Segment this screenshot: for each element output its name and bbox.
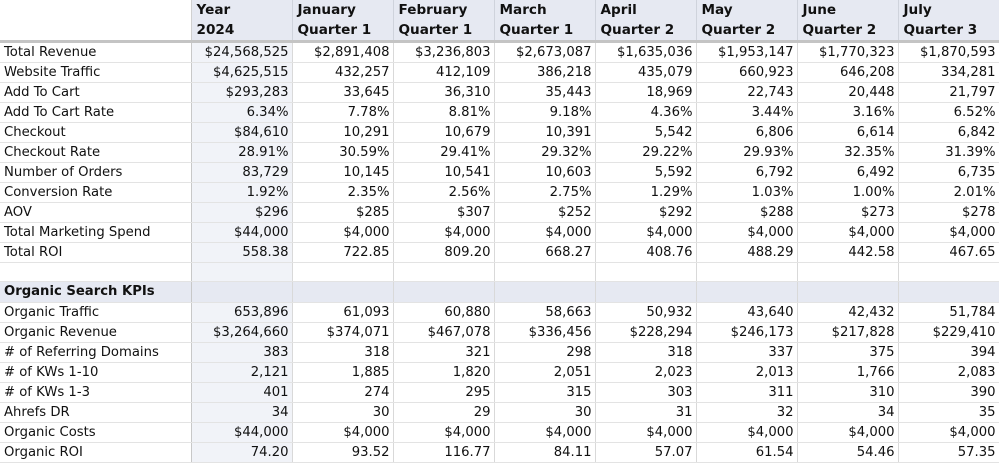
value-cell[interactable]: 10,291 bbox=[292, 123, 393, 143]
value-cell[interactable]: $228,294 bbox=[595, 323, 696, 343]
value-cell[interactable]: 558.38 bbox=[191, 243, 292, 263]
empty-cell[interactable] bbox=[797, 282, 898, 303]
value-cell[interactable]: 432,257 bbox=[292, 63, 393, 83]
value-cell[interactable]: 7.78% bbox=[292, 103, 393, 123]
value-cell[interactable]: 3.44% bbox=[696, 103, 797, 123]
value-cell[interactable]: $3,264,660 bbox=[191, 323, 292, 343]
value-cell[interactable]: 310 bbox=[797, 383, 898, 403]
value-cell[interactable]: 6,492 bbox=[797, 163, 898, 183]
header-cell[interactable]: March bbox=[494, 0, 595, 20]
value-cell[interactable]: 337 bbox=[696, 343, 797, 363]
section-title[interactable]: Organic Search KPIs bbox=[0, 282, 191, 303]
value-cell[interactable]: 28.91% bbox=[191, 143, 292, 163]
value-cell[interactable]: 467.65 bbox=[898, 243, 999, 263]
value-cell[interactable]: $296 bbox=[191, 203, 292, 223]
value-cell[interactable]: 2.75% bbox=[494, 183, 595, 203]
empty-cell[interactable] bbox=[797, 263, 898, 282]
value-cell[interactable]: 57.35 bbox=[898, 443, 999, 463]
value-cell[interactable]: 31 bbox=[595, 403, 696, 423]
row-label-cell[interactable]: Add To Cart Rate bbox=[0, 103, 191, 123]
row-label-cell[interactable]: Checkout Rate bbox=[0, 143, 191, 163]
empty-cell[interactable] bbox=[494, 263, 595, 282]
value-cell[interactable]: 386,218 bbox=[494, 63, 595, 83]
value-cell[interactable]: 6,842 bbox=[898, 123, 999, 143]
table-row bbox=[0, 243, 999, 263]
table-row bbox=[0, 103, 999, 123]
value-cell[interactable]: 74.20 bbox=[191, 443, 292, 463]
value-cell[interactable]: $4,000 bbox=[797, 223, 898, 243]
empty-cell[interactable] bbox=[696, 282, 797, 303]
header-cell[interactable]: July bbox=[898, 0, 999, 20]
value-cell[interactable]: 412,109 bbox=[393, 63, 494, 83]
value-cell[interactable]: $4,000 bbox=[393, 423, 494, 443]
empty-cell[interactable] bbox=[292, 282, 393, 303]
value-cell[interactable]: $285 bbox=[292, 203, 393, 223]
value-cell[interactable]: 29.41% bbox=[393, 143, 494, 163]
value-cell[interactable]: 84.11 bbox=[494, 443, 595, 463]
value-cell[interactable]: 2,121 bbox=[191, 363, 292, 383]
value-cell[interactable]: 6.34% bbox=[191, 103, 292, 123]
value-cell[interactable]: $217,828 bbox=[797, 323, 898, 343]
value-cell[interactable]: 318 bbox=[292, 343, 393, 363]
row-label-cell[interactable]: Total Revenue bbox=[0, 42, 191, 63]
header-cell[interactable]: January bbox=[292, 0, 393, 20]
value-cell[interactable]: 6,614 bbox=[797, 123, 898, 143]
value-cell[interactable]: 50,932 bbox=[595, 303, 696, 323]
value-cell[interactable]: $246,173 bbox=[696, 323, 797, 343]
value-cell[interactable]: 29 bbox=[393, 403, 494, 423]
header-cell[interactable] bbox=[0, 0, 191, 20]
value-cell[interactable]: 274 bbox=[292, 383, 393, 403]
value-cell[interactable]: 653,896 bbox=[191, 303, 292, 323]
table-row bbox=[0, 42, 999, 63]
value-cell[interactable]: 318 bbox=[595, 343, 696, 363]
value-cell[interactable]: 83,729 bbox=[191, 163, 292, 183]
value-cell[interactable]: $84,610 bbox=[191, 123, 292, 143]
value-cell[interactable]: $4,000 bbox=[898, 223, 999, 243]
value-cell[interactable]: 34 bbox=[797, 403, 898, 423]
empty-cell[interactable] bbox=[898, 282, 999, 303]
empty-cell[interactable] bbox=[191, 263, 292, 282]
value-cell[interactable]: 31.39% bbox=[898, 143, 999, 163]
table-row bbox=[0, 63, 999, 83]
empty-cell[interactable] bbox=[696, 263, 797, 282]
header-row-month bbox=[0, 0, 999, 20]
table-row bbox=[0, 363, 999, 383]
empty-cell[interactable] bbox=[393, 263, 494, 282]
value-cell[interactable]: 42,432 bbox=[797, 303, 898, 323]
value-cell[interactable]: 442.58 bbox=[797, 243, 898, 263]
row-label-cell[interactable]: Number of Orders bbox=[0, 163, 191, 183]
value-cell[interactable]: $4,000 bbox=[494, 223, 595, 243]
row-label-cell[interactable]: Ahrefs DR bbox=[0, 403, 191, 423]
empty-cell[interactable] bbox=[595, 263, 696, 282]
table-row bbox=[0, 323, 999, 343]
row-label-cell[interactable]: Website Traffic bbox=[0, 63, 191, 83]
value-cell[interactable]: 334,281 bbox=[898, 63, 999, 83]
value-cell[interactable]: 61,093 bbox=[292, 303, 393, 323]
value-cell[interactable]: 1,766 bbox=[797, 363, 898, 383]
value-cell[interactable]: 32 bbox=[696, 403, 797, 423]
value-cell[interactable]: $4,000 bbox=[595, 423, 696, 443]
value-cell[interactable]: 10,541 bbox=[393, 163, 494, 183]
value-cell[interactable]: $4,625,515 bbox=[191, 63, 292, 83]
value-cell[interactable]: 10,679 bbox=[393, 123, 494, 143]
value-cell[interactable]: 6,806 bbox=[696, 123, 797, 143]
table-row bbox=[0, 443, 999, 463]
value-cell[interactable]: $4,000 bbox=[595, 223, 696, 243]
row-label-cell[interactable]: # of KWs 1-10 bbox=[0, 363, 191, 383]
row-label-cell[interactable]: Organic Traffic bbox=[0, 303, 191, 323]
value-cell[interactable]: 20,448 bbox=[797, 83, 898, 103]
value-cell[interactable]: 30 bbox=[494, 403, 595, 423]
value-cell[interactable]: 311 bbox=[696, 383, 797, 403]
empty-cell[interactable] bbox=[191, 282, 292, 303]
value-cell[interactable]: 6,792 bbox=[696, 163, 797, 183]
header-cell[interactable]: Quarter 2 bbox=[797, 20, 898, 42]
header-cell[interactable]: 2024 bbox=[191, 20, 292, 42]
value-cell[interactable]: 315 bbox=[494, 383, 595, 403]
value-cell[interactable]: 375 bbox=[797, 343, 898, 363]
value-cell[interactable]: 383 bbox=[191, 343, 292, 363]
value-cell[interactable]: 32.35% bbox=[797, 143, 898, 163]
value-cell[interactable]: 2,051 bbox=[494, 363, 595, 383]
value-cell[interactable]: $292 bbox=[595, 203, 696, 223]
value-cell[interactable]: 646,208 bbox=[797, 63, 898, 83]
value-cell[interactable]: $4,000 bbox=[696, 423, 797, 443]
table-row bbox=[0, 303, 999, 323]
value-cell[interactable]: 29.32% bbox=[494, 143, 595, 163]
value-cell[interactable]: $252 bbox=[494, 203, 595, 223]
value-cell[interactable]: 668.27 bbox=[494, 243, 595, 263]
value-cell[interactable]: 809.20 bbox=[393, 243, 494, 263]
value-cell[interactable]: $4,000 bbox=[393, 223, 494, 243]
value-cell[interactable]: 2.35% bbox=[292, 183, 393, 203]
value-cell[interactable]: $288 bbox=[696, 203, 797, 223]
value-cell[interactable]: $3,236,803 bbox=[393, 42, 494, 63]
header-cell[interactable]: April bbox=[595, 0, 696, 20]
value-cell[interactable]: $278 bbox=[898, 203, 999, 223]
value-cell[interactable]: 30.59% bbox=[292, 143, 393, 163]
header-cell[interactable]: Quarter 3 bbox=[898, 20, 999, 42]
value-cell[interactable]: 394 bbox=[898, 343, 999, 363]
value-cell[interactable]: 3.16% bbox=[797, 103, 898, 123]
value-cell[interactable]: $273 bbox=[797, 203, 898, 223]
value-cell[interactable]: $307 bbox=[393, 203, 494, 223]
table-row bbox=[0, 123, 999, 143]
empty-cell[interactable] bbox=[0, 263, 191, 282]
row-label-cell[interactable]: Organic Costs bbox=[0, 423, 191, 443]
value-cell[interactable]: 51,784 bbox=[898, 303, 999, 323]
value-cell[interactable]: 4.36% bbox=[595, 103, 696, 123]
header-cell[interactable]: June bbox=[797, 0, 898, 20]
empty-cell[interactable] bbox=[393, 282, 494, 303]
value-cell[interactable]: 1.00% bbox=[797, 183, 898, 203]
value-cell[interactable]: 295 bbox=[393, 383, 494, 403]
value-cell[interactable]: 401 bbox=[191, 383, 292, 403]
value-cell[interactable]: 1.03% bbox=[696, 183, 797, 203]
header-cell[interactable]: Year bbox=[191, 0, 292, 20]
value-cell[interactable]: 33,645 bbox=[292, 83, 393, 103]
value-cell[interactable]: 60,880 bbox=[393, 303, 494, 323]
header-cell[interactable] bbox=[0, 20, 191, 42]
value-cell[interactable]: 390 bbox=[898, 383, 999, 403]
value-cell[interactable]: 321 bbox=[393, 343, 494, 363]
table-row bbox=[0, 423, 999, 443]
value-cell[interactable]: 10,391 bbox=[494, 123, 595, 143]
section-header-row bbox=[0, 282, 999, 303]
value-cell[interactable]: 1,885 bbox=[292, 363, 393, 383]
table-row bbox=[0, 223, 999, 243]
header-cell[interactable]: Quarter 1 bbox=[292, 20, 393, 42]
value-cell[interactable]: 43,640 bbox=[696, 303, 797, 323]
row-label-cell[interactable]: Organic ROI bbox=[0, 443, 191, 463]
header-cell[interactable]: February bbox=[393, 0, 494, 20]
value-cell[interactable]: 488.29 bbox=[696, 243, 797, 263]
row-label-cell[interactable]: # of KWs 1-3 bbox=[0, 383, 191, 403]
value-cell[interactable]: 1.29% bbox=[595, 183, 696, 203]
value-cell[interactable]: 2,023 bbox=[595, 363, 696, 383]
header-cell[interactable]: Quarter 1 bbox=[393, 20, 494, 42]
header-row-quarter bbox=[0, 20, 999, 42]
value-cell[interactable]: 10,603 bbox=[494, 163, 595, 183]
value-cell[interactable]: 5,542 bbox=[595, 123, 696, 143]
value-cell[interactable]: 2,083 bbox=[898, 363, 999, 383]
value-cell[interactable]: $4,000 bbox=[797, 423, 898, 443]
row-label-cell[interactable]: Organic Revenue bbox=[0, 323, 191, 343]
value-cell[interactable]: 298 bbox=[494, 343, 595, 363]
value-cell[interactable]: $44,000 bbox=[191, 223, 292, 243]
row-label-cell[interactable]: Total ROI bbox=[0, 243, 191, 263]
value-cell[interactable]: $2,673,087 bbox=[494, 42, 595, 63]
table-row bbox=[0, 163, 999, 183]
row-label-cell[interactable]: Conversion Rate bbox=[0, 183, 191, 203]
row-label-cell[interactable]: Checkout bbox=[0, 123, 191, 143]
table-row bbox=[0, 183, 999, 203]
header-cell[interactable]: Quarter 2 bbox=[696, 20, 797, 42]
value-cell[interactable]: $1,770,323 bbox=[797, 42, 898, 63]
table-row bbox=[0, 83, 999, 103]
row-label-cell[interactable]: Add To Cart bbox=[0, 83, 191, 103]
empty-cell[interactable] bbox=[494, 282, 595, 303]
value-cell[interactable]: $24,568,525 bbox=[191, 42, 292, 63]
value-cell[interactable]: $4,000 bbox=[292, 223, 393, 243]
value-cell[interactable]: 54.46 bbox=[797, 443, 898, 463]
value-cell[interactable]: $4,000 bbox=[292, 423, 393, 443]
value-cell[interactable]: 29.22% bbox=[595, 143, 696, 163]
value-cell[interactable]: 2.01% bbox=[898, 183, 999, 203]
value-cell[interactable]: 21,797 bbox=[898, 83, 999, 103]
value-cell[interactable]: $4,000 bbox=[494, 423, 595, 443]
row-label-cell[interactable]: # of Referring Domains bbox=[0, 343, 191, 363]
value-cell[interactable]: 30 bbox=[292, 403, 393, 423]
value-cell[interactable]: 6.52% bbox=[898, 103, 999, 123]
value-cell[interactable]: 35,443 bbox=[494, 83, 595, 103]
value-cell[interactable]: 435,079 bbox=[595, 63, 696, 83]
value-cell[interactable]: 303 bbox=[595, 383, 696, 403]
header-cell[interactable]: Quarter 1 bbox=[494, 20, 595, 42]
value-cell[interactable]: 408.76 bbox=[595, 243, 696, 263]
value-cell[interactable]: 36,310 bbox=[393, 83, 494, 103]
value-cell[interactable]: 2,013 bbox=[696, 363, 797, 383]
value-cell[interactable]: $336,456 bbox=[494, 323, 595, 343]
value-cell[interactable]: $1,635,036 bbox=[595, 42, 696, 63]
value-cell[interactable]: 58,663 bbox=[494, 303, 595, 323]
value-cell[interactable]: $467,078 bbox=[393, 323, 494, 343]
value-cell[interactable]: 6,735 bbox=[898, 163, 999, 183]
value-cell[interactable]: 22,743 bbox=[696, 83, 797, 103]
value-cell[interactable]: 93.52 bbox=[292, 443, 393, 463]
value-cell[interactable]: $1,953,147 bbox=[696, 42, 797, 63]
empty-cell[interactable] bbox=[595, 282, 696, 303]
value-cell[interactable]: 8.81% bbox=[393, 103, 494, 123]
table-row bbox=[0, 383, 999, 403]
value-cell[interactable]: 61.54 bbox=[696, 443, 797, 463]
empty-cell[interactable] bbox=[898, 263, 999, 282]
table-row bbox=[0, 403, 999, 423]
header-cell[interactable]: May bbox=[696, 0, 797, 20]
value-cell[interactable]: $4,000 bbox=[898, 423, 999, 443]
value-cell[interactable]: $1,870,593 bbox=[898, 42, 999, 63]
table-row bbox=[0, 343, 999, 363]
value-cell[interactable]: $374,071 bbox=[292, 323, 393, 343]
value-cell[interactable]: 2.56% bbox=[393, 183, 494, 203]
value-cell[interactable]: 10,145 bbox=[292, 163, 393, 183]
value-cell[interactable]: 1,820 bbox=[393, 363, 494, 383]
value-cell[interactable]: 18,969 bbox=[595, 83, 696, 103]
table-row bbox=[0, 143, 999, 163]
table-row bbox=[0, 203, 999, 223]
value-cell[interactable]: 116.77 bbox=[393, 443, 494, 463]
value-cell[interactable]: $229,410 bbox=[898, 323, 999, 343]
value-cell[interactable]: $4,000 bbox=[696, 223, 797, 243]
value-cell[interactable]: 5,592 bbox=[595, 163, 696, 183]
value-cell[interactable]: $44,000 bbox=[191, 423, 292, 443]
value-cell[interactable]: $293,283 bbox=[191, 83, 292, 103]
value-cell[interactable]: 660,923 bbox=[696, 63, 797, 83]
empty-cell[interactable] bbox=[292, 263, 393, 282]
value-cell[interactable]: 35 bbox=[898, 403, 999, 423]
value-cell[interactable]: 57.07 bbox=[595, 443, 696, 463]
value-cell[interactable]: 722.85 bbox=[292, 243, 393, 263]
header-cell[interactable]: Quarter 2 bbox=[595, 20, 696, 42]
value-cell[interactable]: 9.18% bbox=[494, 103, 595, 123]
blank-row bbox=[0, 263, 999, 282]
row-label-cell[interactable]: Total Marketing Spend bbox=[0, 223, 191, 243]
value-cell[interactable]: 34 bbox=[191, 403, 292, 423]
value-cell[interactable]: 29.93% bbox=[696, 143, 797, 163]
value-cell[interactable]: 1.92% bbox=[191, 183, 292, 203]
value-cell[interactable]: $2,891,408 bbox=[292, 42, 393, 63]
row-label-cell[interactable]: AOV bbox=[0, 203, 191, 223]
